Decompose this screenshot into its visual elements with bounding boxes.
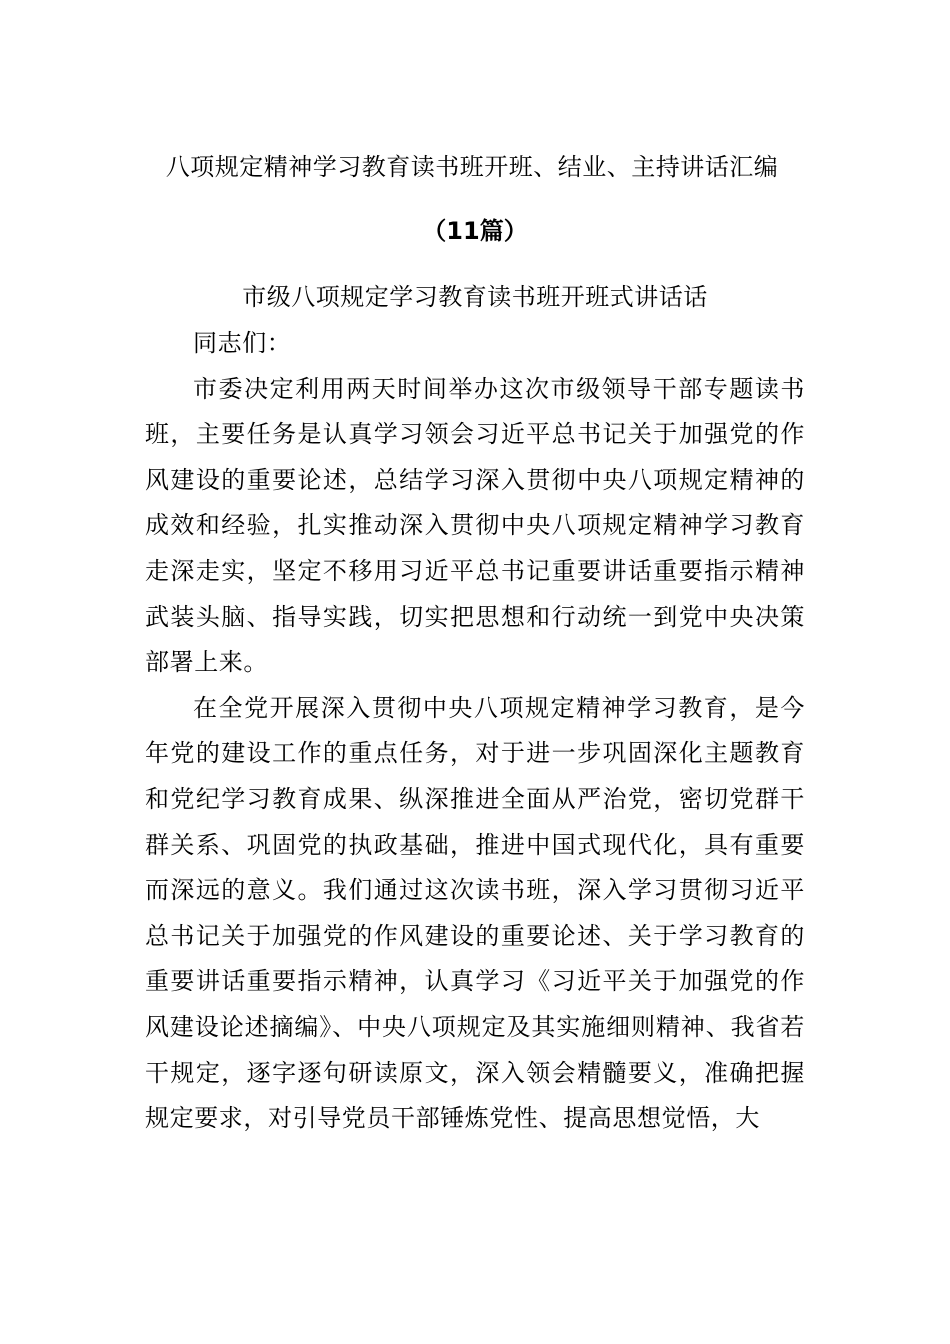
document-count: （11篇）	[422, 217, 528, 245]
document-title: 八项规定精神学习教育读书班开班、结业、主持讲话汇编	[165, 153, 779, 181]
paragraph-1: 市委决定利用两天时间举办这次市级领导干部专题读书班，主要任务是认真学习领会习近平总书记关于加强党的作风建设的重要论述，总结学习深入贯彻中央八项规定精神的成效和经验，扎实推动深入贯彻中央八项规定精神学习教育走深走实，坚定不移用习近平总书记重要讲话重要指示精神武装头脑、指导实践，切实把思想和行动统一到党中央决策部署上来。	[145, 374, 805, 677]
speech-title: 市级八项规定学习教育读书班开班式讲话话	[242, 283, 708, 311]
paragraph-2: 在全党开展深入贯彻中央八项规定精神学习教育，是今年党的建设工作的重点任务，对于进一步巩固深化主题教育和党纪学习教育成果、纵深推进全面从严治党，密切党群干群关系、巩固党的执政基础，推进中国式现代化，具有重要而深远的意义。我们通过这次读书班，深入学习贯彻习近平总书记关于加强党的作风建设的重要论述、关于学习教育的重要讲话重要指示精神，认真学习《习近平关于加强党的作风建设论述摘编》、中央八项规定及其实施细则精神、我省若干规定，逐字逐句研读原文，深入领会精髓要义，准确把握规定要求，对引导党员干部锤炼党性、提高思想觉悟，大	[145, 693, 805, 1133]
greeting: 同志们：	[193, 329, 292, 357]
